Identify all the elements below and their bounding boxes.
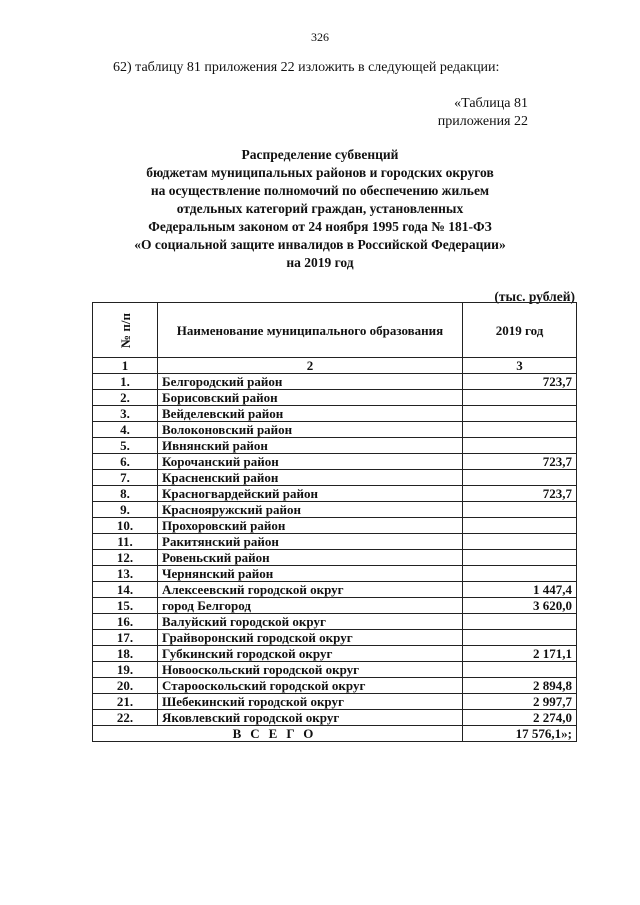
row-value — [463, 390, 577, 406]
row-name: Старооскольский городской округ — [158, 678, 463, 694]
column-index: 2 — [158, 358, 463, 374]
row-value: 2 274,0 — [463, 710, 577, 726]
row-num: 11. — [93, 534, 158, 550]
row-name: Губкинский городской округ — [158, 646, 463, 662]
row-num: 12. — [93, 550, 158, 566]
column-index: 1 — [93, 358, 158, 374]
row-value: 2 894,8 — [463, 678, 577, 694]
row-num: 9. — [93, 502, 158, 518]
row-num: 6. — [93, 454, 158, 470]
row-value — [463, 566, 577, 582]
row-num: 7. — [93, 470, 158, 486]
table-row — [93, 374, 577, 390]
title-line: на 2019 год — [286, 255, 354, 270]
row-name: Ровеньский район — [158, 550, 463, 566]
table-row — [93, 550, 577, 566]
row-num: 17. — [93, 630, 158, 646]
row-name: Ракитянский район — [158, 534, 463, 550]
caption-line-1: «Таблица 81 — [454, 96, 528, 111]
row-name: Красненский район — [158, 470, 463, 486]
row-num: 5. — [93, 438, 158, 454]
header-year: 2019 год — [463, 303, 577, 358]
row-name: Алексеевский городской округ — [158, 582, 463, 598]
table-row — [93, 406, 577, 422]
table-row — [93, 678, 577, 694]
row-value — [463, 662, 577, 678]
row-name: Грайворонский городской округ — [158, 630, 463, 646]
row-name: Красногвардейский район — [158, 486, 463, 502]
row-num: 22. — [93, 710, 158, 726]
table-row — [93, 486, 577, 502]
table-row — [93, 566, 577, 582]
row-value — [463, 550, 577, 566]
row-name: Яковлевский городской округ — [158, 710, 463, 726]
total-value: 17 576,1»; — [463, 726, 577, 742]
row-value — [463, 438, 577, 454]
row-value: 3 620,0 — [463, 598, 577, 614]
row-value — [463, 518, 577, 534]
row-name: Прохоровский район — [158, 518, 463, 534]
page-number: 326 — [311, 30, 329, 44]
row-name: Волоконовский район — [158, 422, 463, 438]
table-header-row — [93, 303, 577, 358]
row-num: 4. — [93, 422, 158, 438]
row-num: 14. — [93, 582, 158, 598]
row-value: 723,7 — [463, 374, 577, 390]
table-row — [93, 502, 577, 518]
table-row — [93, 694, 577, 710]
row-name: Белгородский район — [158, 374, 463, 390]
row-value: 2 997,7 — [463, 694, 577, 710]
row-name: Ивнянский район — [158, 438, 463, 454]
table-row — [93, 662, 577, 678]
row-value — [463, 406, 577, 422]
row-value — [463, 614, 577, 630]
row-num: 19. — [93, 662, 158, 678]
title-line: Федеральным законом от 24 ноября 1995 года № 181-ФЗ — [148, 219, 492, 234]
table-row — [93, 518, 577, 534]
table-row — [93, 534, 577, 550]
header-num-label: № п/п — [117, 312, 133, 348]
table-row — [93, 710, 577, 726]
row-num: 10. — [93, 518, 158, 534]
title-line: бюджетам муниципальных районов и городских округов — [146, 165, 494, 180]
row-value — [463, 534, 577, 550]
title-line: на осуществление полномочий по обеспечению жильем — [150, 183, 490, 198]
table-caption — [438, 95, 528, 131]
table-row — [93, 582, 577, 598]
row-name: Борисовский район — [158, 390, 463, 406]
row-value: 723,7 — [463, 486, 577, 502]
table-row — [93, 438, 577, 454]
row-value: 723,7 — [463, 454, 577, 470]
document-title — [0, 146, 640, 272]
row-num: 21. — [93, 694, 158, 710]
table-row — [93, 470, 577, 486]
units-label: (тыс. рублей) — [494, 289, 575, 304]
title-line: Распределение субвенций — [241, 147, 399, 162]
row-name: Чернянский район — [158, 566, 463, 582]
title-line: отдельных категорий граждан, установленных — [176, 201, 464, 216]
header-num — [93, 303, 158, 358]
column-index-row — [93, 358, 577, 374]
table-row — [93, 614, 577, 630]
row-name: Вейделевский район — [158, 406, 463, 422]
row-value: 1 447,4 — [463, 582, 577, 598]
row-name: Корочанский район — [158, 454, 463, 470]
row-value — [463, 422, 577, 438]
caption-line-2: приложения 22 — [437, 114, 528, 129]
row-num: 16. — [93, 614, 158, 630]
subsidy-table — [92, 302, 577, 742]
intro-text: 62) таблицу 81 приложения 22 изложить в следующей редакции: — [113, 60, 500, 75]
title-line: «О социальной защите инвалидов в Российской Федерации» — [134, 237, 506, 252]
row-num: 1. — [93, 374, 158, 390]
row-name: Шебекинский городской округ — [158, 694, 463, 710]
row-num: 13. — [93, 566, 158, 582]
row-name: Краснояружский район — [158, 502, 463, 518]
row-value — [463, 502, 577, 518]
row-num: 20. — [93, 678, 158, 694]
total-label: ВСЕГО — [93, 726, 463, 742]
table-row — [93, 454, 577, 470]
row-name: город Белгород — [158, 598, 463, 614]
table-row — [93, 598, 577, 614]
row-value — [463, 470, 577, 486]
row-num: 3. — [93, 406, 158, 422]
row-value: 2 171,1 — [463, 646, 577, 662]
row-name: Новооскольский городской округ — [158, 662, 463, 678]
table-row — [93, 422, 577, 438]
row-num: 18. — [93, 646, 158, 662]
total-row — [93, 726, 577, 742]
column-index: 3 — [463, 358, 577, 374]
row-value — [463, 630, 577, 646]
row-num: 2. — [93, 390, 158, 406]
row-name: Валуйский городской округ — [158, 614, 463, 630]
table-row — [93, 630, 577, 646]
row-num: 15. — [93, 598, 158, 614]
row-num: 8. — [93, 486, 158, 502]
table-row — [93, 390, 577, 406]
header-name: Наименование муниципального образования — [158, 303, 463, 358]
table-row — [93, 646, 577, 662]
